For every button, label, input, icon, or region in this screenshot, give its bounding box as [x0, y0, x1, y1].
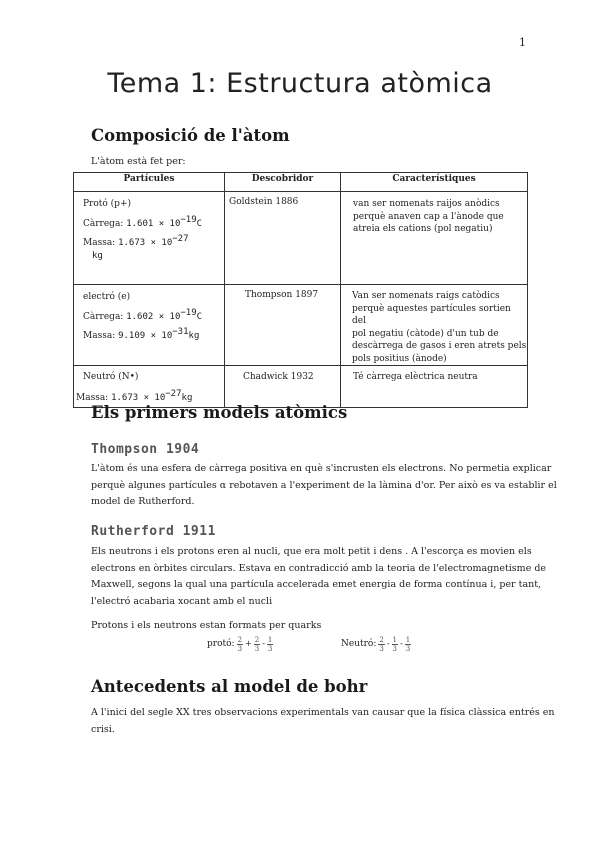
paragraph-line: l'electró acabaria xocant amb el nucli — [91, 595, 273, 607]
features-cell — [341, 366, 528, 408]
column-header-discoverer: Descobridor — [225, 173, 341, 192]
charge-value: 1.602 × 10 — [126, 311, 181, 322]
paragraph-line: crisi. — [91, 723, 115, 735]
mass-label: Massa: — [83, 238, 119, 248]
discoverer-cell — [225, 285, 341, 366]
proton-quarks-label: protó: — [207, 639, 235, 650]
paragraph-line: A l'inici del segle XX tres observacions experimentals van causar que la física clàssica entrés en — [91, 707, 555, 718]
mass-unit: kg — [92, 250, 103, 261]
mass-unit: kg — [181, 392, 193, 403]
fraction — [237, 636, 243, 653]
feature-line: perquè aquestes partícules sortien del — [352, 303, 511, 326]
operator: - — [400, 639, 403, 649]
feature-line: pols positius (ànode) — [352, 353, 447, 364]
denominator: 3 — [254, 645, 260, 653]
mass-label: Massa: — [83, 331, 119, 341]
feature-line: atreia els cations (pol negatiu) — [353, 224, 493, 234]
section-heading-bohr: Antecedents al model de bohr — [91, 677, 368, 696]
denominator: 3 — [405, 645, 411, 653]
section-heading-composition: Composició de l'àtom — [91, 126, 290, 145]
subheading-rutherford: Rutherford 1911 — [91, 524, 216, 539]
particle-cell — [74, 285, 225, 366]
numerator: 2 — [379, 636, 384, 644]
mass-exponent: −31 — [172, 327, 189, 337]
paragraph-line: L'àtom és una esfera de càrrega positiva en què s'incrusten els electrons. No permetia explicar — [91, 463, 552, 474]
table-row-neutron — [74, 366, 528, 408]
table-row-proton — [74, 192, 528, 285]
discoverer-name: Chadwick 1932 — [243, 372, 314, 382]
charge-exponent: −19 — [180, 307, 197, 318]
paragraph-line: perquè algunes partícules α rebotaven a l'experiment de la làmina d'or. Per això es va establir el — [91, 479, 557, 491]
denominator: 3 — [267, 645, 273, 653]
numerator: 2 — [237, 636, 243, 644]
particle-name: Neutró (N•) — [83, 372, 139, 382]
feature-line: perquè anaven cap a l'ànode que — [353, 211, 504, 222]
charge-unit: C — [196, 218, 203, 229]
mass-value: 1.673 × 10 — [111, 392, 166, 403]
denominator: 3 — [379, 645, 384, 653]
quarks-intro: Protons i els neutrons estan formats per quarks — [91, 620, 322, 631]
features-cell — [341, 285, 528, 366]
paragraph-line: model de Rutherford. — [91, 496, 195, 507]
mass-exponent: −27 — [172, 234, 189, 244]
thompson-paragraph — [91, 461, 557, 511]
numerator: 2 — [254, 636, 260, 644]
fraction — [267, 636, 273, 653]
numerator: 1 — [405, 636, 411, 644]
table-header-row — [74, 173, 528, 192]
column-header-features: Característiques — [341, 173, 528, 192]
mass-unit: kg — [188, 331, 200, 341]
numerator: 1 — [392, 636, 398, 644]
denominator: 3 — [392, 645, 398, 653]
discoverer-name: Thompson 1897 — [245, 290, 319, 300]
particle-name: electró (e) — [83, 292, 131, 302]
mass-label: Massa: — [76, 392, 112, 403]
feature-line: descàrrega de gasos i eren atrets pels — [352, 341, 527, 351]
paragraph-line: electrons en òrbites circulars. Estava en contradicció amb la teoria de l'electromagnetisme de — [91, 562, 547, 574]
mass-value: 9.109 × 10 — [118, 331, 173, 341]
fraction — [392, 636, 398, 653]
table-row-electron — [74, 285, 528, 366]
feature-line: Van ser nomenats raigs catòdics — [352, 291, 500, 301]
bohr-paragraph — [91, 705, 555, 738]
discoverer-cell — [225, 192, 341, 285]
feature-line: Té càrrega elèctrica neutra — [353, 372, 478, 382]
proton-quarks — [207, 636, 273, 653]
features-cell — [341, 192, 528, 285]
neutron-quarks — [341, 636, 411, 653]
fraction — [378, 636, 384, 653]
particle-cell — [74, 192, 225, 285]
feature-line: pol negatiu (càtode) d'un tub de — [352, 328, 499, 339]
neutron-quarks-label: Neutró: — [341, 639, 377, 650]
fraction — [254, 636, 260, 653]
charge-unit: C — [196, 311, 203, 322]
fraction — [405, 636, 411, 653]
denominator: 3 — [237, 645, 243, 653]
mass-line — [83, 326, 224, 343]
discoverer-cell — [225, 366, 341, 408]
section-heading-models: Els primers models atòmics — [91, 403, 348, 422]
table-intro: L'àtom està fet per: — [91, 156, 186, 167]
paragraph-line: Maxwell, segons la qual una partícula accelerada emet energia de forma contínua i, per tant, — [91, 579, 542, 590]
charge-label: Càrrega: — [83, 311, 127, 322]
mass-line — [83, 233, 224, 250]
rutherford-paragraph — [91, 544, 546, 610]
mass-value: 1.673 × 10 — [118, 238, 173, 248]
particle-cell — [74, 366, 225, 408]
operator: - — [262, 639, 265, 649]
page-number: 1 — [519, 36, 526, 49]
charge-exponent: −19 — [180, 214, 197, 225]
particles-table — [73, 172, 528, 408]
particle-name: Protó (p+) — [83, 199, 131, 209]
feature-line: van ser nomenats raijos anòdics — [353, 199, 500, 209]
operator: + — [245, 639, 252, 649]
mass-line — [74, 388, 224, 405]
discoverer-name: Goldstein 1886 — [229, 197, 299, 207]
charge-line — [83, 307, 224, 324]
charge-line — [83, 214, 224, 231]
mass-exponent: −27 — [165, 388, 182, 399]
subheading-thompson: Thompson 1904 — [91, 442, 200, 457]
numerator: 1 — [267, 636, 273, 644]
page-title: Tema 1: Estructura atòmica — [107, 68, 493, 99]
charge-label: Càrrega: — [83, 218, 127, 229]
charge-value: 1.601 × 10 — [126, 218, 181, 229]
operator: - — [386, 639, 390, 649]
column-header-particles: Partícules — [74, 173, 225, 192]
paragraph-line: Els neutrons i els protons eren al nucli, que era molt petit i dens . A l'escorça es movien els — [91, 546, 532, 557]
